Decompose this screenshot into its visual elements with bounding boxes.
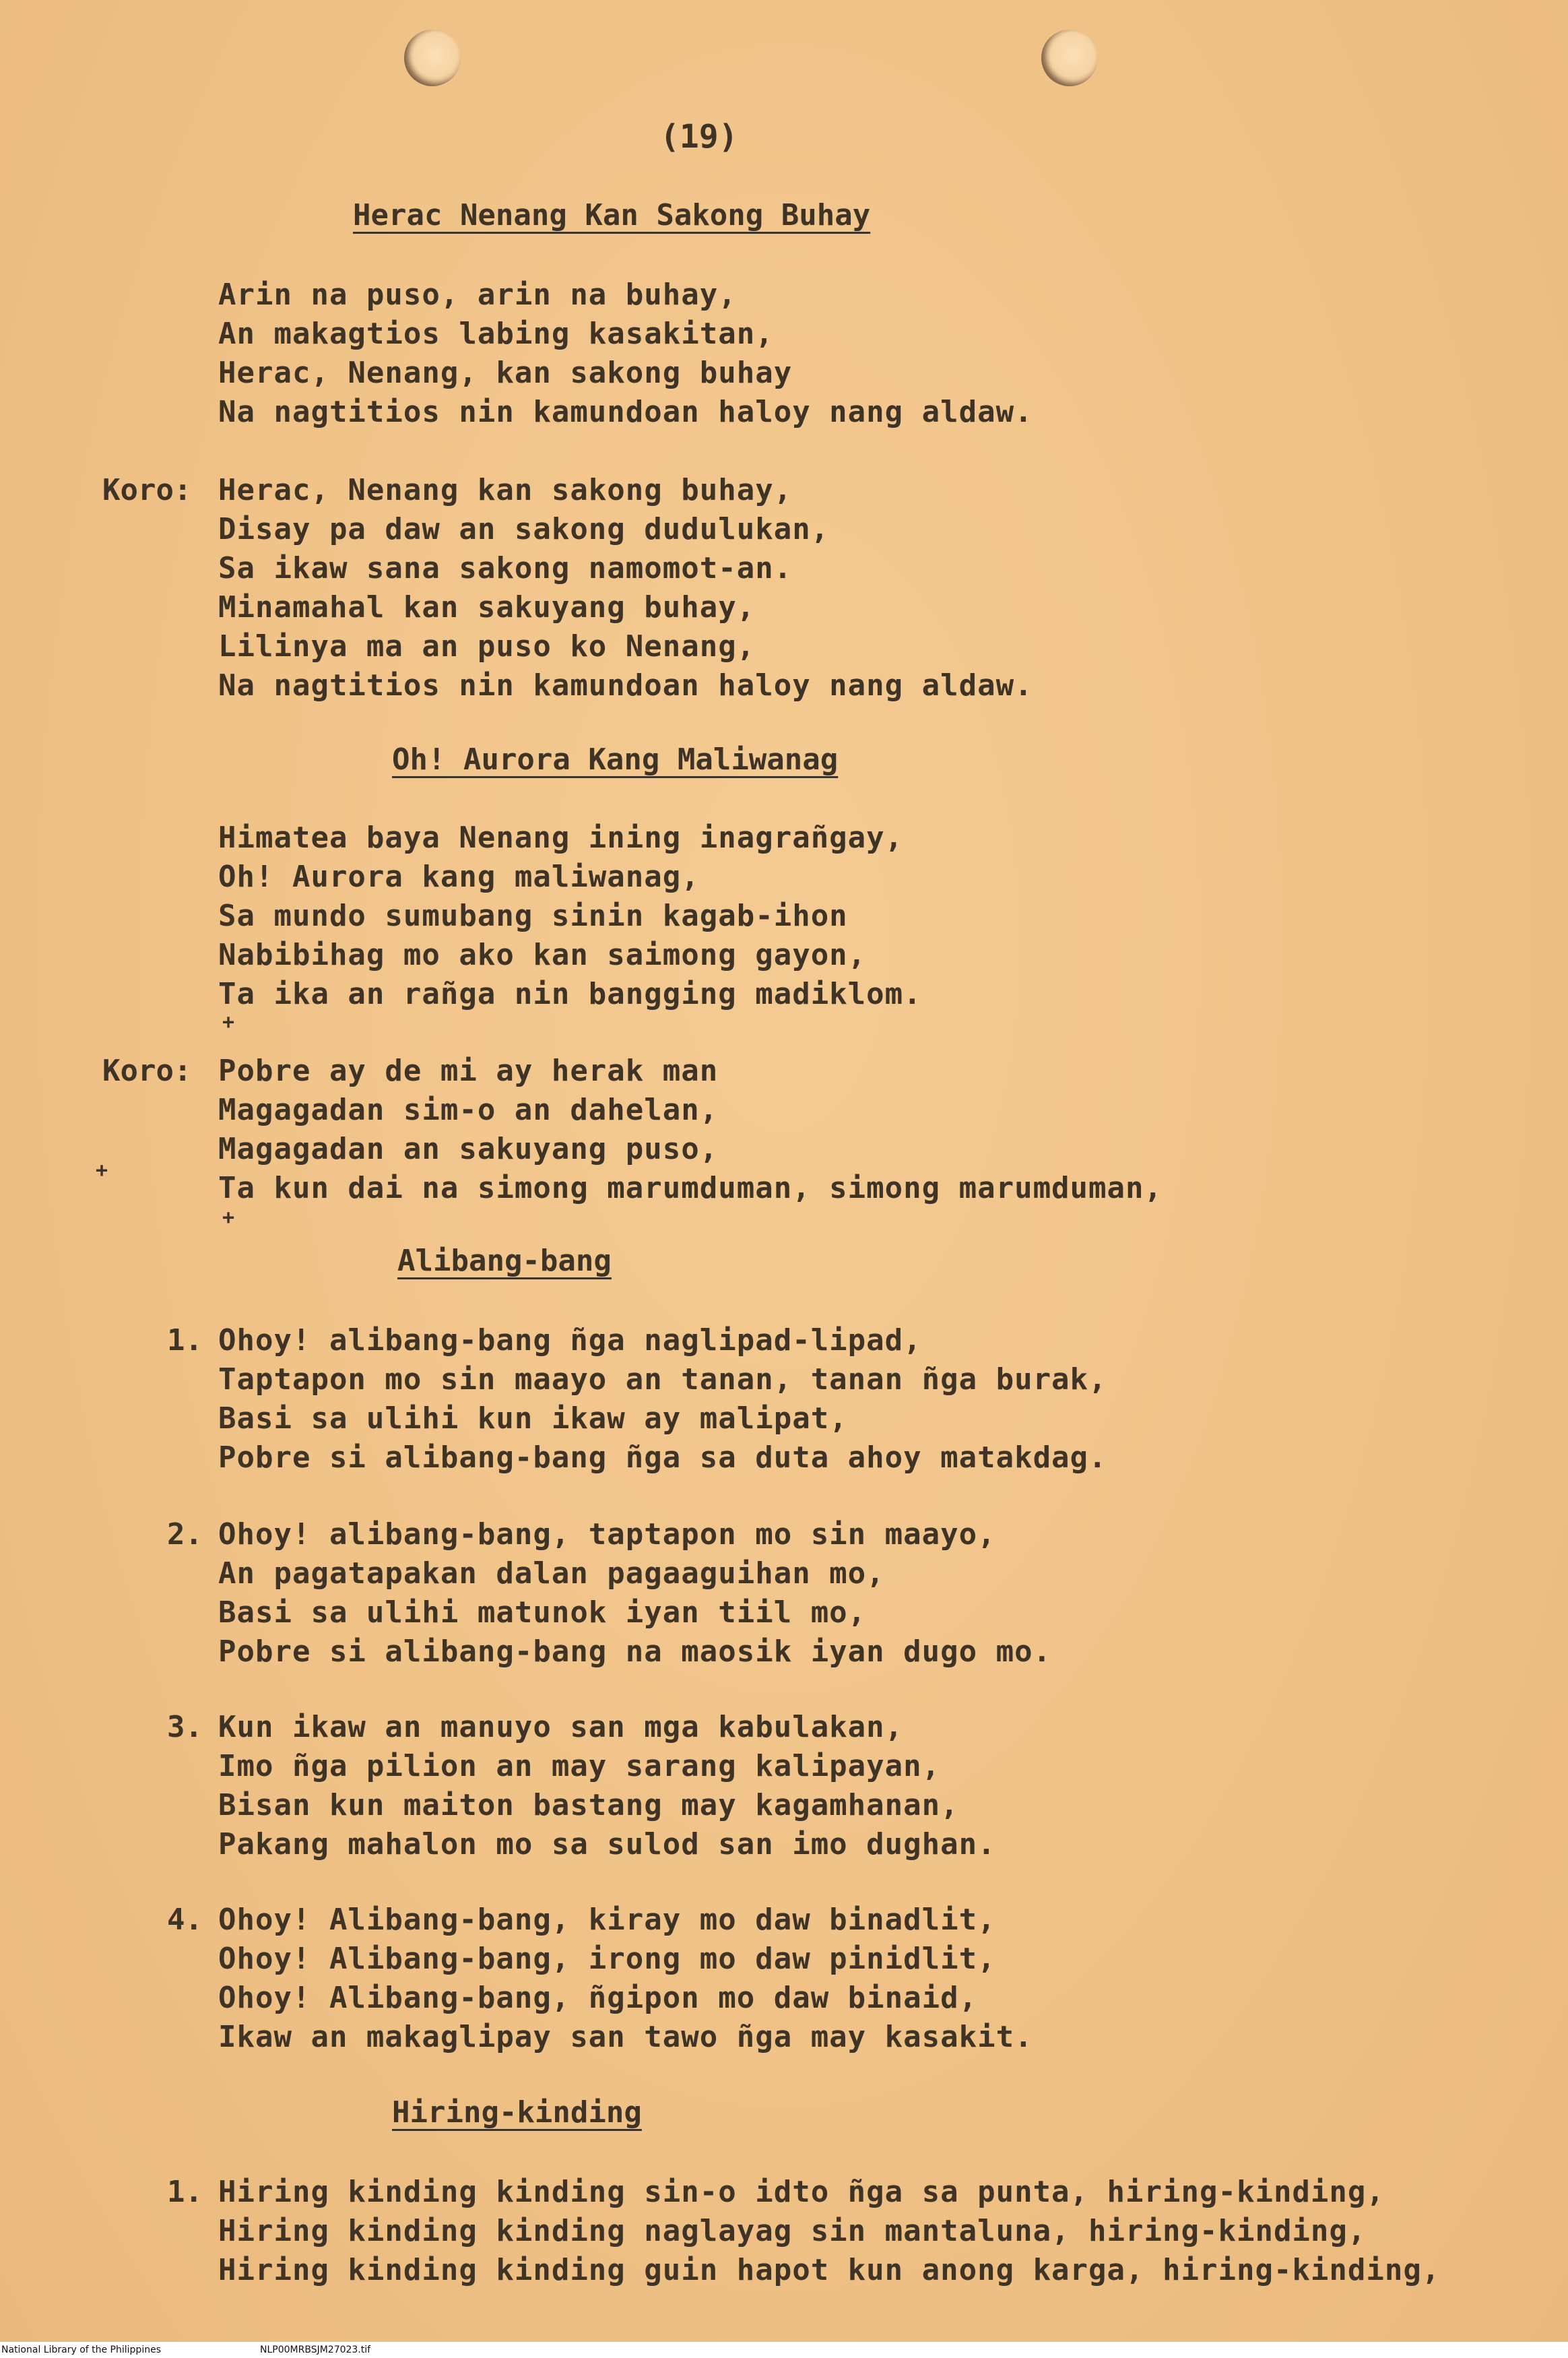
lyric-line: Basi sa ulihi kun ikaw ay malipat, bbox=[218, 1401, 848, 1436]
chorus-label: Koro: bbox=[102, 473, 192, 507]
lyric-line: Herac, Nenang kan sakong buhay, bbox=[218, 473, 793, 507]
verse-number: 1. bbox=[167, 2175, 203, 2209]
lyric-line: Pobre si alibang-bang na maosik iyan dugo mo. bbox=[218, 1634, 1052, 1669]
lyric-line: Arin na puso, arin na buhay, bbox=[218, 278, 737, 312]
lyric-line: Ta kun dai na simong marumduman, simong marumduman, bbox=[218, 1171, 1163, 1205]
verse-number: 4. bbox=[167, 1903, 203, 1937]
lyric-line: Ohoy! alibang-bang ñga naglipad-lipad, bbox=[218, 1323, 922, 1358]
cross-mark-icon: + bbox=[96, 1159, 108, 1182]
lyric-line: Lilinya ma an puso ko Nenang, bbox=[218, 629, 756, 664]
lyric-line: Bisan kun maiton bastang may kagamhanan, bbox=[218, 1788, 959, 1822]
lyric-line: Magagadan sim-o an dahelan, bbox=[218, 1093, 719, 1127]
lyric-line: Disay pa daw an sakong dudulukan, bbox=[218, 512, 830, 546]
lyric-line: Imo ñga pilion an may sarang kalipayan, bbox=[218, 1749, 941, 1783]
punch-hole-right bbox=[1041, 30, 1098, 86]
lyric-line: Ta ika an rañga nin bangging madiklom. bbox=[218, 977, 922, 1011]
song-title: Hiring-kinding bbox=[392, 2095, 642, 2130]
verse-number: 3. bbox=[167, 1710, 203, 1744]
chorus-label: Koro: bbox=[102, 1054, 192, 1088]
lyric-line: Herac, Nenang, kan sakong buhay bbox=[218, 356, 793, 390]
cross-mark-icon: + bbox=[222, 1206, 235, 1230]
lyric-line: Sa mundo sumubang sinin kagab-ihon bbox=[218, 899, 848, 933]
lyric-line: Pobre si alibang-bang ñga sa duta ahoy matakdag. bbox=[218, 1440, 1107, 1475]
lyric-line: Nabibihag mo ako kan saimong gayon, bbox=[218, 938, 867, 972]
lyric-line: Hiring kinding kinding sin-o idto ñga sa punta, hiring-kinding, bbox=[218, 2175, 1385, 2209]
lyric-line: Ohoy! Alibang-bang, irong mo daw pinidlit, bbox=[218, 1942, 996, 1976]
lyric-line: An makagtios labing kasakitan, bbox=[218, 317, 774, 351]
verse-number: 2. bbox=[167, 1517, 203, 1552]
lyric-line: Kun ikaw an manuyo san mga kabulakan, bbox=[218, 1710, 904, 1744]
song-title: Herac Nenang Kan Sakong Buhay bbox=[353, 198, 871, 232]
footer-file: NLP00MRBSJM27023.tif bbox=[260, 2345, 371, 2355]
scan-footer bbox=[0, 2342, 1568, 2358]
lyric-line: Na nagtitios nin kamundoan haloy nang aldaw. bbox=[218, 395, 1033, 429]
lyric-line: Ikaw an makaglipay san tawo ñga may kasakit. bbox=[218, 2020, 1033, 2054]
cross-mark-icon: + bbox=[222, 1011, 235, 1034]
lyric-line: Himatea baya Nenang ining inagrañgay, bbox=[218, 821, 904, 855]
lyric-line: Pakang mahalon mo sa sulod san imo dughan. bbox=[218, 1827, 996, 1861]
lyric-line: Ohoy! Alibang-bang, kiray mo daw binadlit, bbox=[218, 1903, 996, 1937]
song-title: Oh! Aurora Kang Maliwanag bbox=[392, 742, 839, 777]
lyric-line: Ohoy! Alibang-bang, ñgipon mo daw binaid, bbox=[218, 1981, 978, 2015]
page-number: (19) bbox=[660, 118, 738, 156]
lyric-line: Taptapon mo sin maayo an tanan, tanan ñga burak, bbox=[218, 1362, 1107, 1397]
lyric-line: An pagatapakan dalan pagaaguihan mo, bbox=[218, 1556, 885, 1591]
footer-library: National Library of the Philippines bbox=[1, 2345, 161, 2355]
song-title: Alibang-bang bbox=[397, 1244, 612, 1278]
lyric-line: Na nagtitios nin kamundoan haloy nang aldaw. bbox=[218, 668, 1033, 703]
lyric-line: Sa ikaw sana sakong namomot-an. bbox=[218, 551, 793, 585]
lyric-line: Minamahal kan sakuyang buhay, bbox=[218, 590, 756, 625]
lyric-line: Basi sa ulihi matunok iyan tiil mo, bbox=[218, 1595, 867, 1630]
lyric-line: Oh! Aurora kang maliwanag, bbox=[218, 860, 700, 894]
lyric-line: Magagadan an sakuyang puso, bbox=[218, 1132, 719, 1166]
lyric-line: Hiring kinding kinding naglayag sin mantaluna, hiring-kinding, bbox=[218, 2214, 1367, 2248]
lyric-line: Hiring kinding kinding guin hapot kun anong karga, hiring-kinding, bbox=[218, 2253, 1441, 2287]
punch-hole-left bbox=[404, 30, 461, 86]
lyric-line: Pobre ay de mi ay herak man bbox=[218, 1054, 719, 1088]
lyric-line: Ohoy! alibang-bang, taptapon mo sin maayo, bbox=[218, 1517, 996, 1552]
verse-number: 1. bbox=[167, 1323, 203, 1358]
